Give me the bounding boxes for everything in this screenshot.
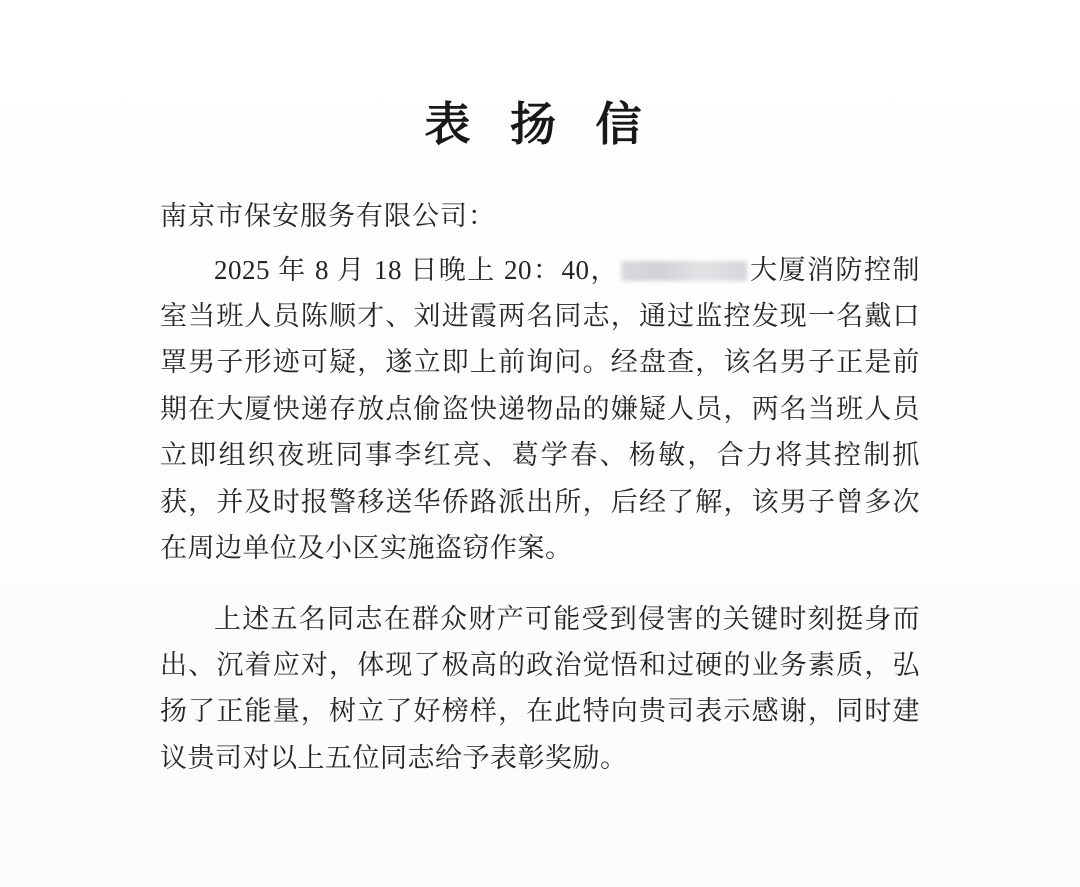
redaction-block [621, 261, 747, 281]
paragraph-1 [160, 247, 920, 572]
paragraph-spacer [160, 572, 920, 586]
paragraph-1-text-before-redaction: 2025 年 8 月 18 日晚上 20：40， [214, 254, 619, 285]
document-body [160, 154, 920, 781]
paragraph-1-text-after-redaction: 大厦消防控制室当班人员陈顺才、刘进霞两名同志，通过监控发现一名戴口罩男子形迹可疑，遂立即上前询问。经盘查，该名男子正是前期在大厦快递存放点偷盗快递物品的嫌疑人员，两名当班人员立即组织夜班同事李红亮、葛学春、杨敏，合力将其控制抓获，并及时报警移送华侨路派出所，后经了解，该男子曾多次在周边单位及小区实施盗窃作案。 [160, 254, 920, 564]
page-title: 表 扬 信 [424, 99, 656, 150]
paragraph-2: 上述五名同志在群众财产可能受到侵害的关键时刻挺身而出、沉着应对，体现了极高的政治觉悟和过硬的业务素质，弘扬了正能量，树立了好榜样，在此特向贵司表示感谢，同时建议贵司对以上五位同志给予表彰奖励。 [160, 603, 920, 773]
salutation-line: 南京市保安服务有限公司： [160, 201, 496, 231]
